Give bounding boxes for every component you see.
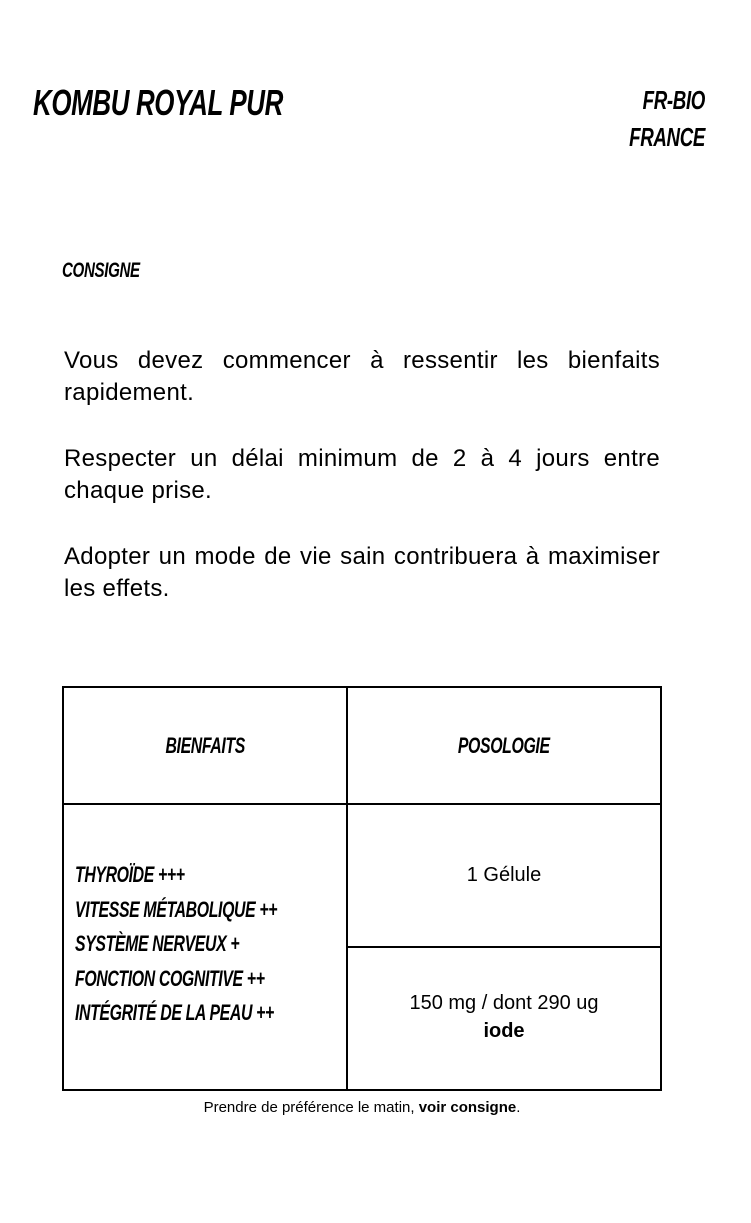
benefits-header: BIENFAITS [165,732,245,758]
amount-nutrient: iode [483,1020,525,1042]
amount-value: 150 mg / dont 290 ug [409,992,599,1014]
benefit-item: INTÉGRITÉ DE LA PEAU ++ [75,1000,274,1025]
footnote-link-text: voir consigne [418,1099,517,1116]
footnote [62,1098,662,1118]
dosage-table [62,686,662,1091]
footnote-end: . [516,1099,521,1116]
benefit-item: VITESSE MÉTABOLIQUE ++ [75,896,278,922]
consigne-text [64,345,660,639]
country-label: FRANCE [629,122,705,152]
consigne-heading: CONSIGNE [62,259,140,282]
amount-cell [348,989,660,1045]
benefit-item: SYSTÈME NERVEUX + [75,931,240,956]
posology-header: POSOLOGIE [458,732,550,758]
benefits-header-cell [64,688,346,803]
consigne-paragraph: Adopter un mode de vie sain contribuera à maximiser les effets. [64,543,660,602]
benefit-item: FONCTION COGNITIVE ++ [75,965,265,991]
footnote-text: Prendre de préférence le matin, [203,1099,419,1116]
product-title: KOMBU ROYAL PUR [33,82,283,123]
benefits-list [75,858,356,1031]
origin-label [585,82,705,156]
consigne-paragraph: Respecter un délai minimum de 2 à 4 jours entre chaque prise. [64,445,660,504]
table-divider-header [64,803,660,805]
posology-header-cell [348,688,660,803]
dose-value: 1 Gélule [466,864,542,886]
consigne-paragraph: Vous devez commencer à ressentir les bienfaits rapidement. [64,347,660,406]
certification-label: FR-BIO [642,85,705,115]
table-divider-posology [347,946,660,948]
benefit-item: THYROÏDE +++ [75,862,185,887]
